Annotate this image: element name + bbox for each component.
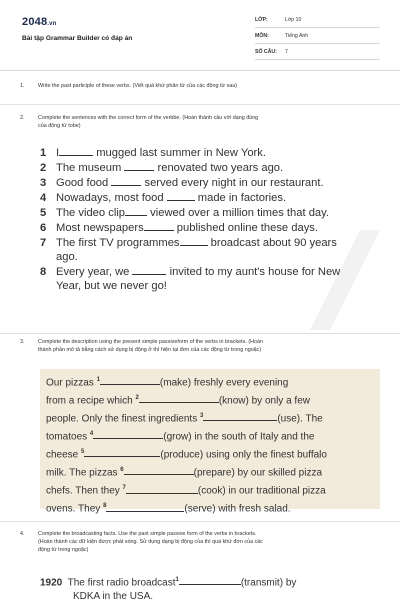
- list-item: [40, 265, 385, 293]
- gap-number: 6: [120, 467, 124, 474]
- answer-blank[interactable]: [124, 466, 194, 475]
- document-title: Bài tập Grammar Builder có đáp án: [22, 35, 133, 42]
- fact-text: (transmit) by: [240, 577, 297, 589]
- item-text: renovated two years ago.: [157, 162, 284, 174]
- gap-number: 3: [200, 413, 204, 420]
- line-text: cheese: [46, 449, 79, 461]
- list-item: [40, 206, 385, 220]
- item-text: invited to my aunt's house for New: [169, 266, 341, 278]
- exercise-number: 1.: [20, 83, 25, 89]
- meta-value: 7: [285, 49, 288, 55]
- answer-blank[interactable]: [144, 222, 174, 231]
- exercise-4-instruction: [20, 530, 380, 554]
- answer-blank[interactable]: [111, 177, 141, 186]
- instruction-text: Complete the broadcasting facts. Use the past simple passive form of the verbs in brackets.: [38, 531, 257, 537]
- list-item: [40, 236, 385, 264]
- item-text: Good food: [56, 177, 109, 189]
- line-text: (produce) using only the finest buffalo: [160, 449, 327, 461]
- gap-number: 1: [96, 377, 100, 383]
- item-text: ago.: [56, 251, 78, 263]
- line-text: tomatoes: [46, 431, 88, 443]
- item-text: The first TV programmes: [56, 237, 180, 249]
- gap-number: 8: [103, 503, 107, 510]
- item-text: mugged last summer in New York.: [96, 147, 266, 159]
- answer-blank[interactable]: [100, 376, 160, 385]
- section-divider: [0, 104, 400, 105]
- item-number: 4: [40, 192, 47, 204]
- item-text: Year, but we never go!: [56, 280, 167, 292]
- item-number: 1: [40, 147, 47, 159]
- description-line: [46, 427, 374, 445]
- description-line: [46, 499, 374, 517]
- answer-blank[interactable]: [125, 207, 147, 216]
- meta-row-subject: [255, 30, 380, 44]
- list-item: [40, 161, 385, 175]
- instruction-text: Complete the description using the present simple passiveform of the verbs in brackets. (Hoàn: [38, 339, 264, 345]
- answer-blank[interactable]: [59, 147, 93, 156]
- logo-suffix: .vn: [47, 21, 57, 27]
- instruction-text: thành phần mô tả bằng cách sử dụng bị động ở thì hiện tại đơn của các động từ trong ngoặc): [38, 347, 262, 353]
- meta-row-class: [255, 14, 380, 28]
- line-text: people. Only the finest ingredients: [46, 413, 198, 425]
- exercise-number: 3.: [20, 339, 25, 345]
- meta-panel: [255, 14, 380, 62]
- list-item: [40, 146, 385, 160]
- line-text: milk. The pizzas: [46, 467, 118, 479]
- exercise-2-instruction: [20, 114, 380, 130]
- fact-year: 1920: [40, 577, 63, 589]
- line-text: chefs. Then they: [46, 485, 120, 497]
- gap-number: 5: [81, 449, 85, 456]
- instruction-text: Write the past participle of these verbs. (Viết quá khứ phân từ của các động từ sau): [38, 83, 238, 89]
- exercise-2-list: [40, 146, 385, 294]
- meta-label: MÔN:: [255, 33, 269, 39]
- broadcast-fact: [40, 573, 380, 600]
- item-text: The museum: [56, 162, 122, 174]
- gap-number: 4: [89, 431, 94, 438]
- answer-blank[interactable]: [132, 266, 166, 275]
- exercise-number: 2.: [20, 115, 25, 121]
- item-text: broadcast about 90 years: [210, 237, 337, 249]
- item-number: 2: [40, 162, 47, 174]
- list-item: [40, 176, 385, 190]
- site-logo[interactable]: [22, 16, 57, 28]
- item-text: Every year, we: [56, 266, 130, 278]
- item-text: The video clip: [56, 207, 126, 219]
- answer-blank[interactable]: [84, 448, 160, 457]
- gap-number: 1: [175, 577, 179, 583]
- gap-number: 2: [135, 395, 139, 402]
- answer-blank[interactable]: [179, 576, 241, 585]
- line-text: ovens. They: [46, 503, 101, 515]
- section-divider: [0, 521, 400, 522]
- line-text: (cook) in our traditional pizza: [197, 485, 326, 497]
- fact-text: The first radio broadcast: [67, 577, 176, 589]
- line-text: (prepare) by our skilled pizza: [193, 467, 323, 479]
- meta-value: Lớp 10: [285, 17, 302, 23]
- header-divider: [0, 70, 400, 71]
- answer-blank[interactable]: [106, 503, 184, 512]
- description-line: [46, 373, 374, 391]
- line-text: from a recipe which: [46, 395, 133, 407]
- exercise-3-instruction: [20, 338, 380, 354]
- item-text: I: [56, 147, 60, 159]
- line-text: (grow) in the south of Italy and the: [163, 431, 315, 443]
- answer-blank[interactable]: [203, 412, 277, 421]
- exercise-number: 4.: [20, 531, 25, 537]
- page-header: [0, 0, 400, 70]
- meta-value: Tiếng Anh: [285, 33, 309, 39]
- answer-blank[interactable]: [126, 485, 198, 494]
- description-box: [40, 369, 380, 515]
- meta-row-count: [255, 46, 380, 60]
- meta-label: LỚP:: [255, 17, 268, 23]
- item-text: Most newspapers: [56, 222, 144, 234]
- section-divider: [0, 333, 400, 334]
- item-text: made in factories.: [197, 192, 287, 204]
- item-number: 7: [40, 237, 47, 249]
- description-line: [46, 391, 374, 409]
- list-item: [40, 191, 385, 205]
- line-text: (know) by only a few: [218, 395, 310, 407]
- description-line: [46, 445, 374, 463]
- line-text: (make) freshly every evening: [159, 377, 289, 389]
- answer-blank[interactable]: [167, 192, 195, 201]
- item-number: 3: [40, 177, 47, 189]
- instruction-text: Complete the sentences with the correct form of the verbbe. (Hoàn thành câu với dạng đúng: [38, 115, 259, 121]
- description-line: [46, 409, 374, 427]
- exercise-1-instruction: [20, 82, 380, 90]
- item-number: 8: [40, 266, 47, 278]
- description-line: [46, 463, 374, 481]
- answer-blank[interactable]: [139, 394, 219, 403]
- fact-text: KDKA in the USA.: [73, 591, 154, 600]
- answer-blank[interactable]: [93, 430, 163, 439]
- answer-blank[interactable]: [124, 162, 154, 171]
- item-text: published online these days.: [176, 222, 318, 234]
- list-item: [40, 221, 385, 235]
- line-text: Our pizzas: [46, 377, 94, 389]
- logo-main: 2048: [22, 16, 48, 28]
- line-text: (serve) with fresh salad.: [184, 503, 291, 515]
- answer-blank[interactable]: [180, 237, 208, 246]
- item-text: viewed over a million times that day.: [150, 207, 330, 219]
- item-number: 6: [40, 222, 47, 234]
- meta-label: SỐ CÂU:: [255, 49, 277, 55]
- instruction-text: của động từ tobe): [38, 123, 81, 129]
- instruction-text: động từ trong ngoặc): [38, 547, 89, 553]
- description-line: [46, 481, 374, 499]
- line-text: (use). The: [277, 413, 323, 425]
- item-number: 5: [40, 207, 47, 219]
- instruction-text: (Hoàn thành các dữ kiện được phát sóng. Sử dụng dạng bị động của thì quá khứ đơn của các: [38, 539, 263, 545]
- item-text: served every night in our restaurant.: [144, 177, 324, 189]
- item-text: Nowadays, most food: [56, 192, 164, 204]
- gap-number: 7: [122, 485, 126, 492]
